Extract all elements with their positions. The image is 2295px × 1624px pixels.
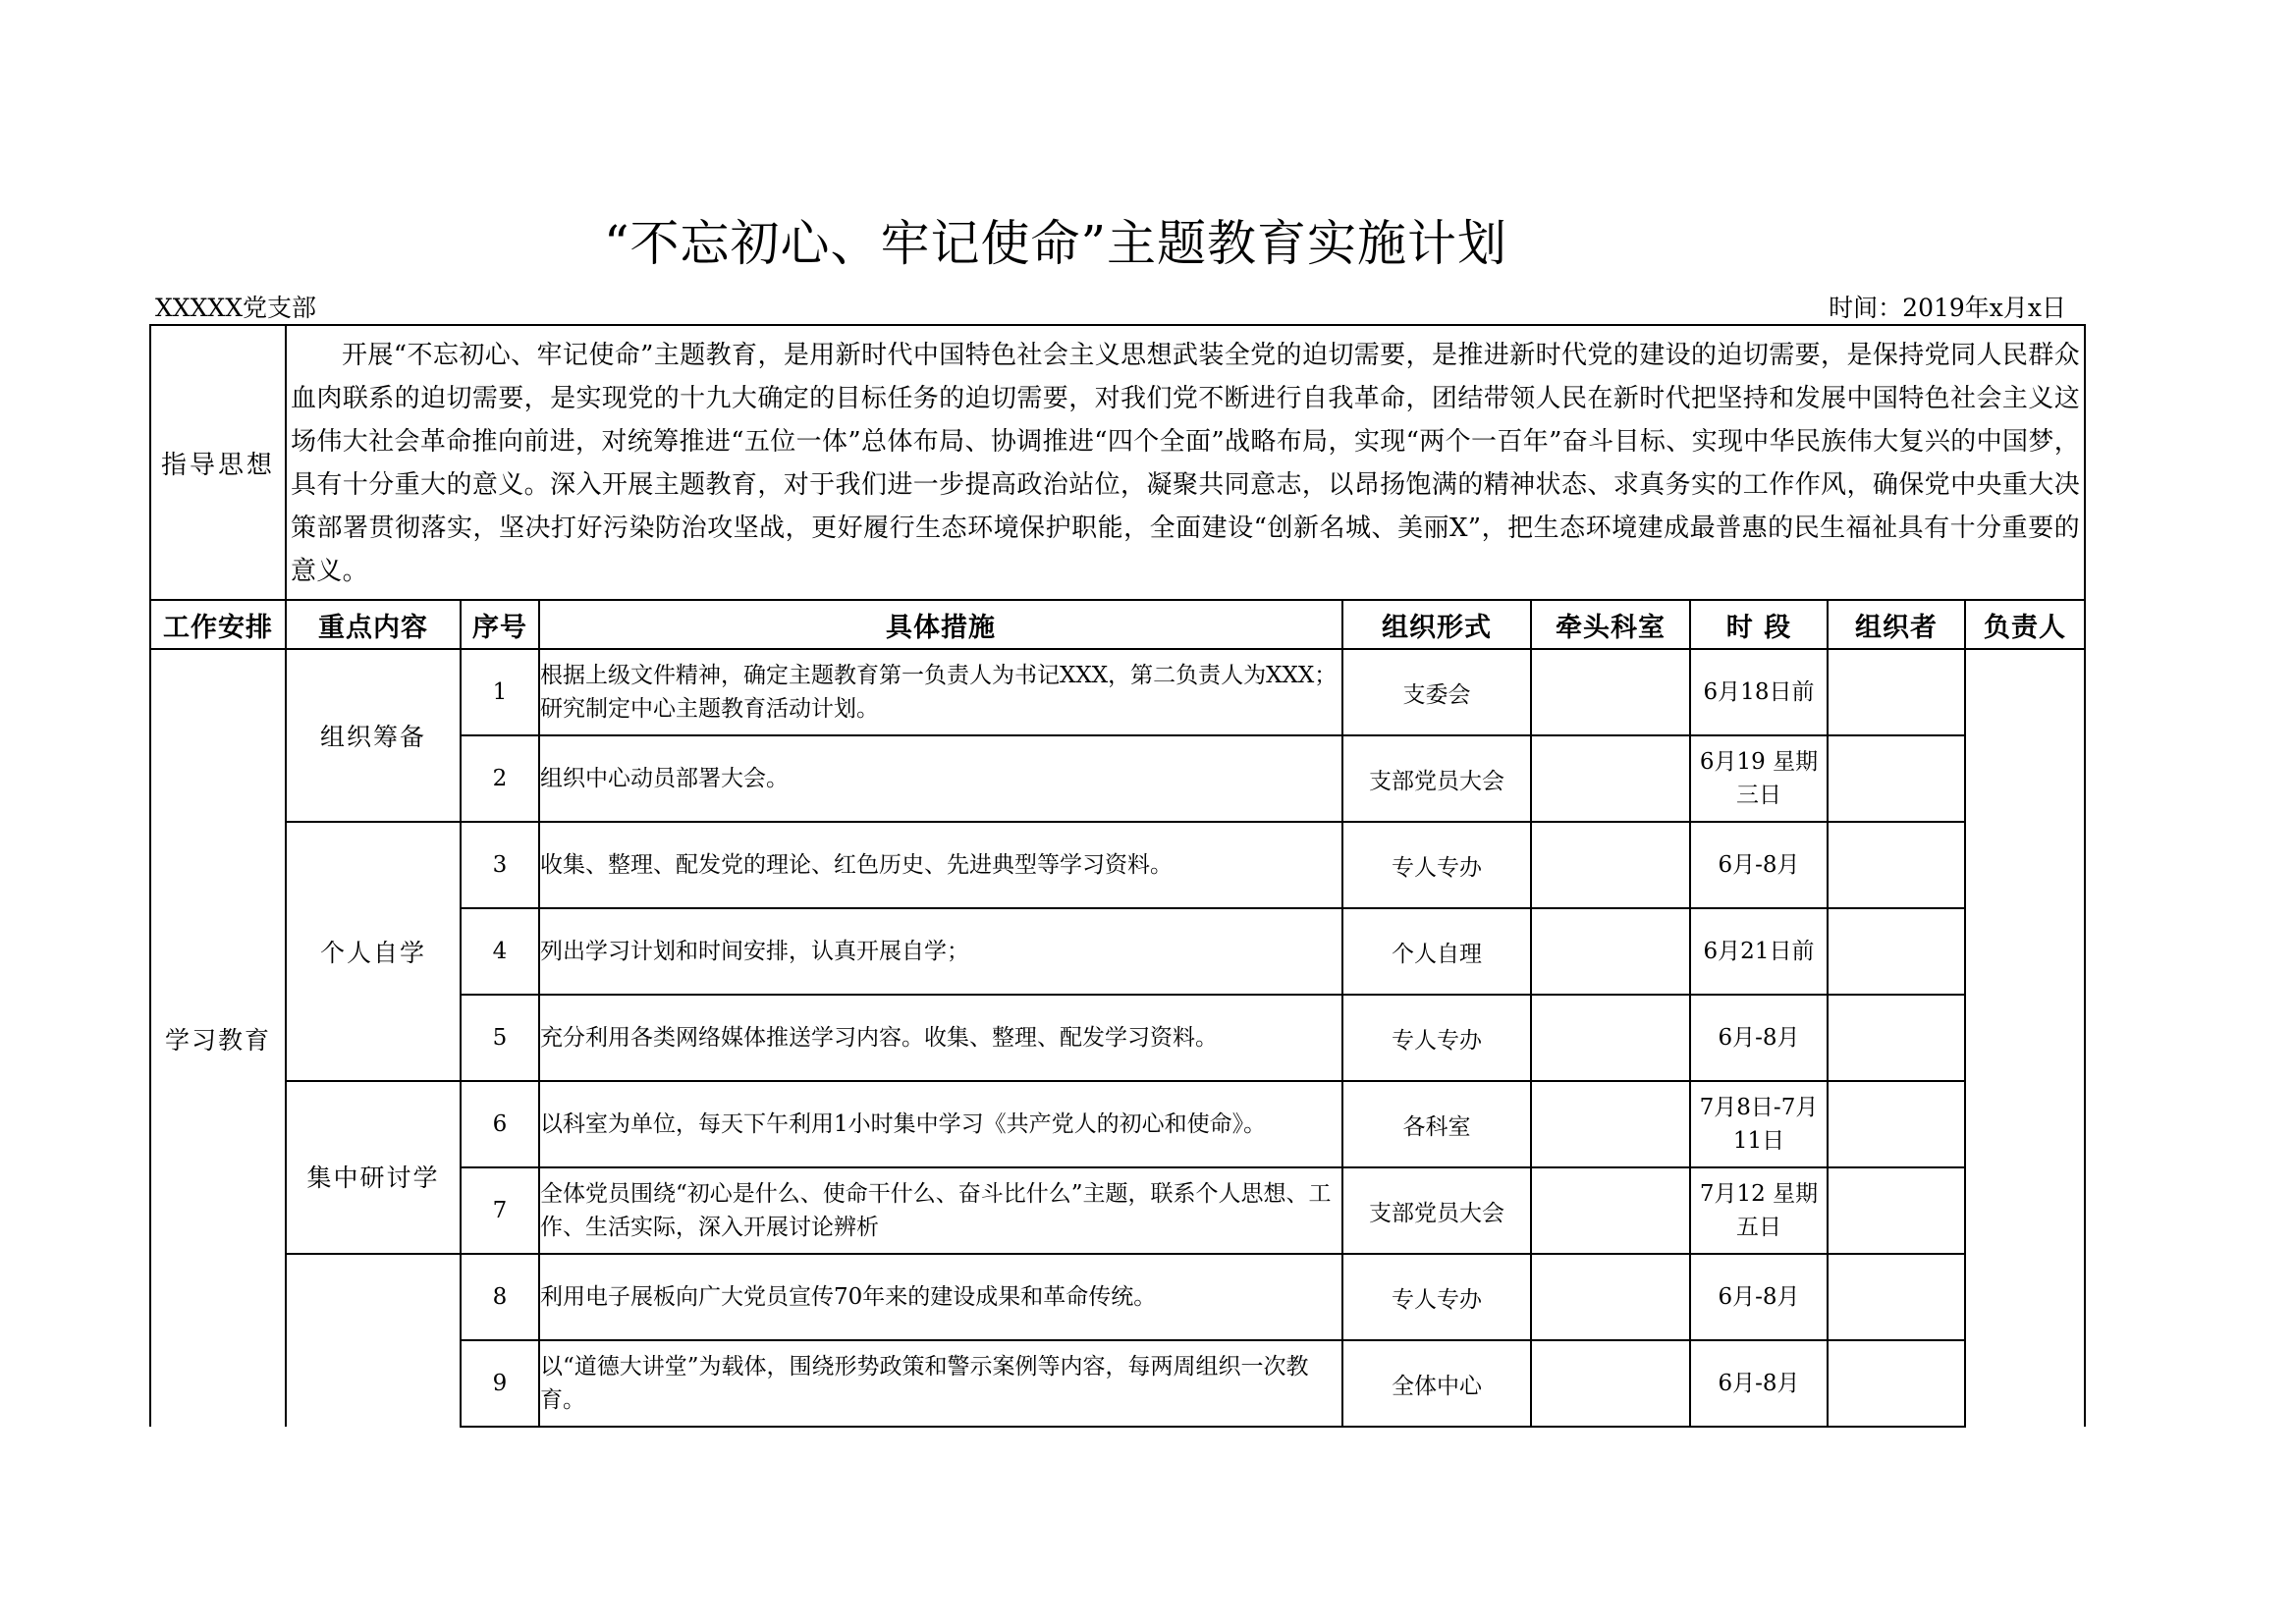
row-number: 1 — [461, 649, 539, 735]
plan-table — [149, 324, 2086, 1428]
header-measures: 具体措施 — [539, 600, 1342, 649]
table-row — [150, 649, 2085, 735]
row-measure: 列出学习计划和时间安排，认真开展自学； — [539, 908, 1342, 995]
row-form: 专人专办 — [1342, 822, 1531, 908]
row-period: 6月-8月 — [1690, 1254, 1828, 1340]
header-organizer: 组织者 — [1828, 600, 1965, 649]
row-measure: 组织中心动员部署大会。 — [539, 735, 1342, 822]
guide-row — [150, 325, 2085, 600]
row-number: 9 — [461, 1340, 539, 1427]
row-organizer — [1828, 649, 1965, 735]
header-lead-dept: 牵头科室 — [1531, 600, 1690, 649]
responsible-cell — [1965, 649, 2085, 1427]
row-measure: 收集、整理、配发党的理论、红色历史、先进典型等学习资料。 — [539, 822, 1342, 908]
document-date: 时间：2019年x月x日 — [1829, 294, 2066, 322]
row-measure: 根据上级文件精神，确定主题教育第一负责人为书记XXX，第二负责人为XXX；研究制定中心主题教育活动计划。 — [539, 649, 1342, 735]
row-form: 支部党员大会 — [1342, 735, 1531, 822]
row-number: 2 — [461, 735, 539, 822]
category-study-education: 学习教育 — [150, 649, 286, 1427]
header-work-arrangement: 工作安排 — [150, 600, 286, 649]
row-measure: 充分利用各类网络媒体推送学习内容。收集、整理、配发学习资料。 — [539, 995, 1342, 1081]
row-period: 6月-8月 — [1690, 1340, 1828, 1427]
row-organizer — [1828, 1081, 1965, 1167]
row-form: 全体中心 — [1342, 1340, 1531, 1427]
row-number: 4 — [461, 908, 539, 995]
row-form: 支委会 — [1342, 649, 1531, 735]
table-row — [150, 1254, 2085, 1340]
row-organizer — [1828, 1167, 1965, 1254]
row-organizer — [1828, 735, 1965, 822]
row-number: 7 — [461, 1167, 539, 1254]
document-title: “不忘初心、牢记使命”主题教育实施计划 — [603, 215, 1508, 272]
row-lead-dept — [1531, 822, 1690, 908]
row-measure: 利用电子展板向广大党员宣传70年来的建设成果和革命传统。 — [539, 1254, 1342, 1340]
guide-text: 开展“不忘初心、牢记使命”主题教育，是用新时代中国特色社会主义思想武装全党的迫切需要，是推进新时代党的建设的迫切需要，是保持党同人民群众血肉联系的迫切需要，是实现党的十九大确定的目标任务的迫切需要，对我们党不断进行自我革命，团结带领人民在新时代把坚持和发展中国特色社会主义这场伟大社会革命推向前进，对统筹推进“五位一体”总体布局、协调推进“四个全面”战略布局，实现“两个一百年”奋斗目标、实现中华民族伟大复兴的中国梦，具有十分重大的意义。深入开展主题教育，对于我们进一步提高政治站位，凝聚共同意志，以昂扬饱满的精神状态、求真务实的工作作风，确保党中央重大决策部署贯彻落实，坚决打好污染防治攻坚战，更好履行生态环境保护职能，全面建设“创新名城、美丽X”，把生态环境建成最普惠的民生福祉具有十分重要的意义。 — [286, 325, 2085, 600]
organization-name: XXXXX党支部 — [155, 294, 316, 322]
row-organizer — [1828, 908, 1965, 995]
row-lead-dept — [1531, 1340, 1690, 1427]
row-period: 7月8日-7月11日 — [1690, 1081, 1828, 1167]
topic-organize: 组织筹备 — [286, 649, 461, 822]
row-measure: 以科室为单位，每天下午利用1小时集中学习《共产党人的初心和使命》。 — [539, 1081, 1342, 1167]
row-organizer — [1828, 1340, 1965, 1427]
header-key-content: 重点内容 — [286, 600, 461, 649]
row-period: 7月12 星期五日 — [1690, 1167, 1828, 1254]
table-header-row — [150, 600, 2085, 649]
row-lead-dept — [1531, 649, 1690, 735]
row-measure: 以“道德大讲堂”为载体，围绕形势政策和警示案例等内容，每两周组织一次教育。 — [539, 1340, 1342, 1427]
row-lead-dept — [1531, 1167, 1690, 1254]
row-number: 8 — [461, 1254, 539, 1340]
row-number: 6 — [461, 1081, 539, 1167]
row-number: 5 — [461, 995, 539, 1081]
header-period: 时 段 — [1690, 600, 1828, 649]
row-lead-dept — [1531, 908, 1690, 995]
row-measure: 全体党员围绕“初心是什么、使命干什么、奋斗比什么”主题，联系个人思想、工作、生活实际，深入开展讨论辨析 — [539, 1167, 1342, 1254]
table-row — [150, 822, 2085, 908]
row-organizer — [1828, 995, 1965, 1081]
row-form: 专人专办 — [1342, 1254, 1531, 1340]
row-period: 6月-8月 — [1690, 822, 1828, 908]
row-period: 6月21日前 — [1690, 908, 1828, 995]
topic-empty — [286, 1254, 461, 1427]
row-lead-dept — [1531, 995, 1690, 1081]
row-organizer — [1828, 822, 1965, 908]
header-responsible: 负责人 — [1965, 600, 2085, 649]
row-form: 支部党员大会 — [1342, 1167, 1531, 1254]
row-number: 3 — [461, 822, 539, 908]
row-lead-dept — [1531, 735, 1690, 822]
guide-label: 指导思想 — [150, 325, 286, 600]
row-period: 6月19 星期三日 — [1690, 735, 1828, 822]
header-number: 序号 — [461, 600, 539, 649]
row-form: 各科室 — [1342, 1081, 1531, 1167]
row-lead-dept — [1531, 1254, 1690, 1340]
table-row — [150, 1081, 2085, 1167]
header-form: 组织形式 — [1342, 600, 1531, 649]
row-form: 个人自理 — [1342, 908, 1531, 995]
topic-seminar: 集中研讨学 — [286, 1081, 461, 1254]
topic-self-study: 个人自学 — [286, 822, 461, 1081]
row-period: 6月18日前 — [1690, 649, 1828, 735]
row-organizer — [1828, 1254, 1965, 1340]
row-lead-dept — [1531, 1081, 1690, 1167]
row-period: 6月-8月 — [1690, 995, 1828, 1081]
row-form: 专人专办 — [1342, 995, 1531, 1081]
